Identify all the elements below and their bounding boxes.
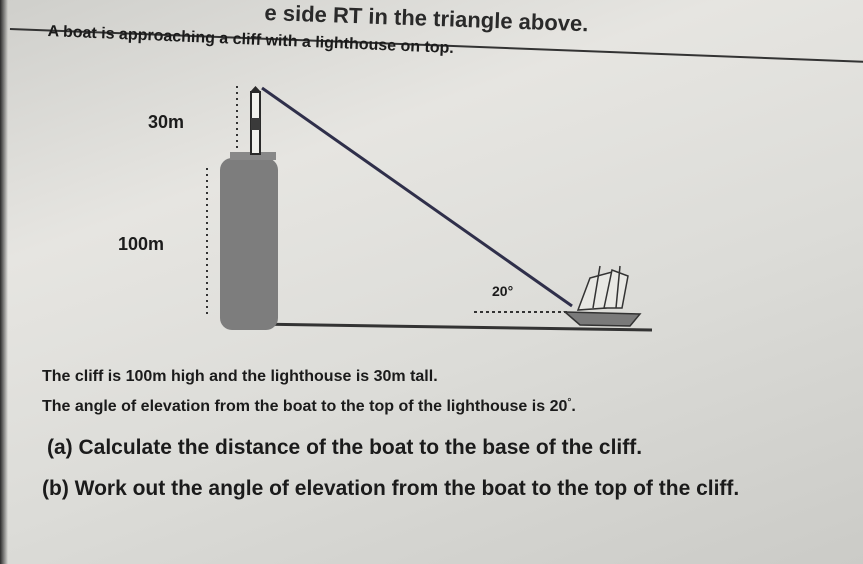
angle-fact-unit: ° <box>567 397 572 408</box>
angle-label: 20° <box>492 283 514 299</box>
elevation-angle-fact <box>42 397 576 416</box>
problem-intro: A boat is approaching a cliff with a lighthouse on top. <box>47 23 455 58</box>
boat <box>565 266 640 326</box>
lighthouse-band <box>251 118 260 130</box>
angle-fact-prefix: The angle of elevation from the boat to the top of the lighthouse is <box>42 398 546 415</box>
previous-question-text: e side RT in the triangle above. <box>264 0 589 37</box>
cliff-height-fact: The cliff is 100m high and the lighthouse is 30m tall. <box>42 368 438 385</box>
line-of-sight <box>262 88 572 306</box>
cliff <box>220 158 278 330</box>
angle-fact-suffix: . <box>571 398 576 415</box>
lighthouse-roof <box>250 86 261 92</box>
cliff-height-label: 100m <box>118 234 165 254</box>
question-b: (b) Work out the angle of elevation from the boat to the top of the cliff. <box>42 477 740 500</box>
lighthouse-height-label: 30m <box>148 112 185 132</box>
angle-fact-value: 20 <box>549 398 568 415</box>
question-a: (a) Calculate the distance of the boat to the base of the cliff. <box>47 436 643 459</box>
